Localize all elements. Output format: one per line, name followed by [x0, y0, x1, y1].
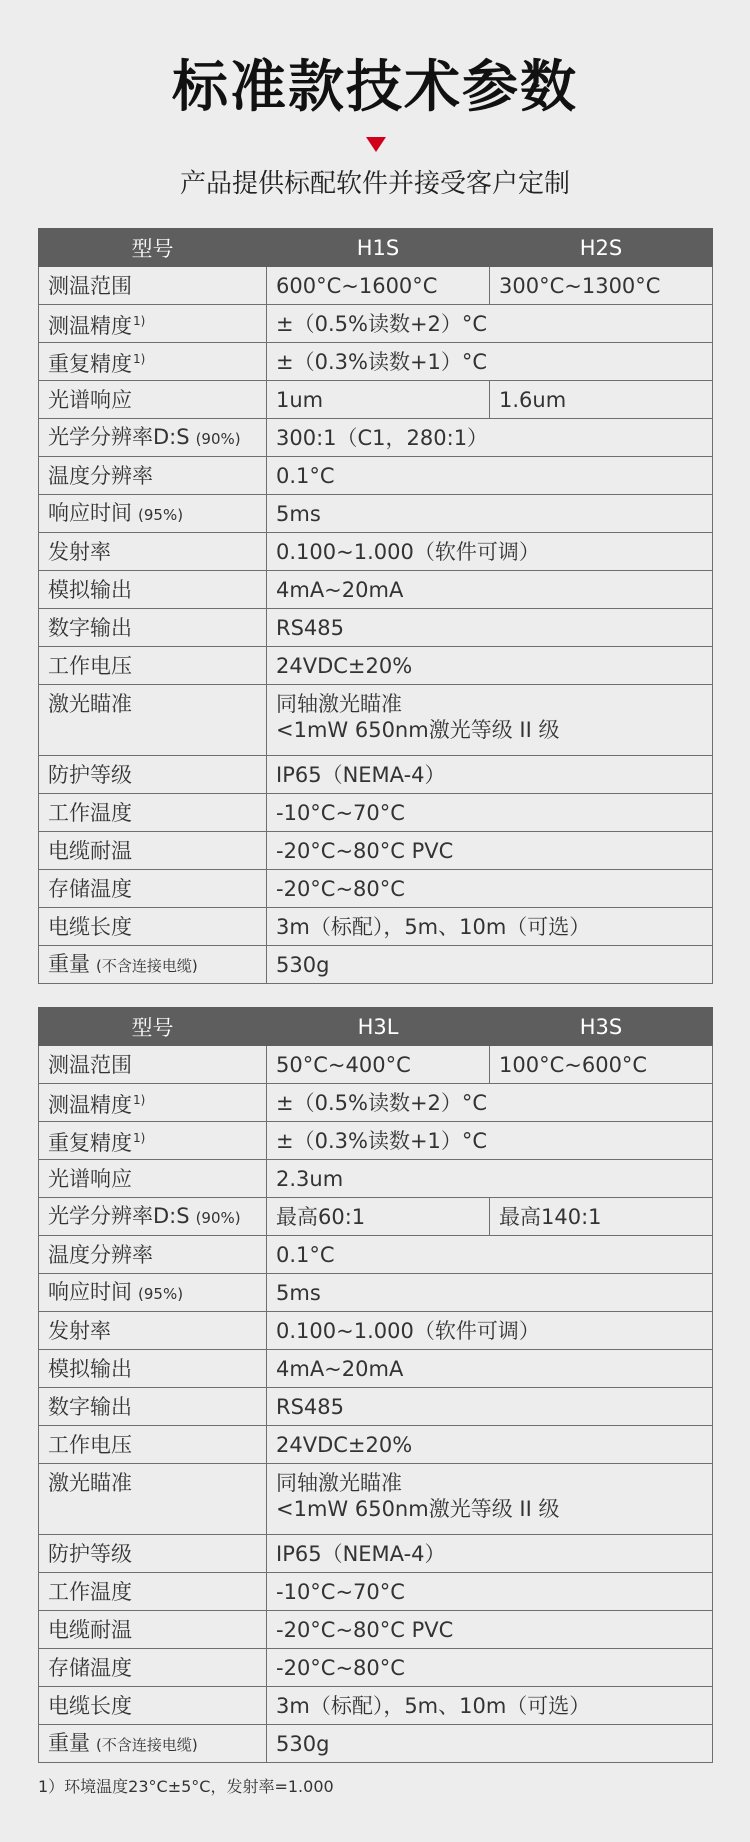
row-label: 响应时间 (95%)	[39, 495, 267, 533]
footnote: 1）环境温度23°C±5°C，发射率=1.000	[38, 1777, 334, 1796]
cell-value: -20°C~80°C PVC	[267, 832, 713, 870]
row-label: 光学分辨率D:S (90%)	[39, 1198, 267, 1236]
row-label: 激光瞄准	[39, 685, 267, 756]
table-row	[39, 1464, 713, 1535]
row-label: 重量 (不含连接电缆)	[39, 946, 267, 984]
cell-value: 24VDC±20%	[267, 1426, 713, 1464]
row-label: 电缆长度	[39, 908, 267, 946]
row-label: 发射率	[39, 533, 267, 571]
row-label: 工作温度	[39, 794, 267, 832]
header-model-b: H2S	[490, 229, 713, 267]
table-row	[39, 495, 713, 533]
table-header-row	[39, 229, 713, 267]
header-model-label: 型号	[39, 1008, 267, 1046]
table-row	[39, 685, 713, 756]
cell-value: 最高60:1	[267, 1198, 490, 1236]
cell-value: ±（0.5%读数+2）°C	[267, 1084, 713, 1122]
header-model-a: H1S	[267, 229, 490, 267]
table-row	[39, 794, 713, 832]
table-row	[39, 609, 713, 647]
table-row	[39, 1725, 713, 1763]
row-label: 模拟输出	[39, 1350, 267, 1388]
cell-value: 3m（标配），5m、10m（可选）	[267, 908, 713, 946]
table-row	[39, 1535, 713, 1573]
cell-value: 0.100~1.000（软件可调）	[267, 1312, 713, 1350]
table-row	[39, 756, 713, 794]
cell-value: 2.3um	[267, 1160, 713, 1198]
cell-value: 1um	[267, 381, 490, 419]
down-triangle-icon	[366, 137, 386, 152]
row-label: 数字输出	[39, 609, 267, 647]
table-row	[39, 1573, 713, 1611]
cell-value: 530g	[267, 1725, 713, 1763]
footnote-marker: 1)	[133, 1131, 146, 1145]
table-row	[39, 571, 713, 609]
cell-value: -10°C~70°C	[267, 1573, 713, 1611]
table-row	[39, 1611, 713, 1649]
cell-value: IP65（NEMA-4）	[267, 1535, 713, 1573]
table-row	[39, 1426, 713, 1464]
cell-value: 300°C~1300°C	[490, 267, 713, 305]
row-label: 电缆长度	[39, 1687, 267, 1725]
cell-value: -20°C~80°C	[267, 870, 713, 908]
cell-value: ±（0.5%读数+2）°C	[267, 305, 713, 343]
table-row	[39, 1388, 713, 1426]
cell-value: 24VDC±20%	[267, 647, 713, 685]
row-label: 模拟输出	[39, 571, 267, 609]
page-title: 标准款技术参数	[172, 55, 578, 120]
spec-table-h3l-h3s	[38, 1007, 713, 1763]
table-row	[39, 1687, 713, 1725]
row-label: 测温精度$^{1)}$	[39, 305, 267, 343]
row-label: 重复精度$^{1)}$	[39, 343, 267, 381]
table-row	[39, 1350, 713, 1388]
table-row	[39, 343, 713, 381]
cell-value: 同轴激光瞄准 <1mW 650nm激光等级 II 级	[267, 685, 713, 756]
table-row	[39, 305, 713, 343]
cell-value: 0.1°C	[267, 1236, 713, 1274]
table-row	[39, 1312, 713, 1350]
table-row	[39, 832, 713, 870]
row-label: 激光瞄准	[39, 1464, 267, 1535]
table-row	[39, 908, 713, 946]
table-header-row	[39, 1008, 713, 1046]
row-label: 温度分辨率	[39, 457, 267, 495]
cell-value: 最高140:1	[490, 1198, 713, 1236]
row-label: 发射率	[39, 1312, 267, 1350]
row-label: 重量 (不含连接电缆)	[39, 1725, 267, 1763]
cell-value: 5ms	[267, 495, 713, 533]
cell-value: IP65（NEMA-4）	[267, 756, 713, 794]
row-label: 存储温度	[39, 870, 267, 908]
header-model-b: H3S	[490, 1008, 713, 1046]
row-label: 光学分辨率D:S (90%)	[39, 419, 267, 457]
table-row	[39, 381, 713, 419]
table-row	[39, 1274, 713, 1312]
row-label: 工作温度	[39, 1573, 267, 1611]
row-label: 防护等级	[39, 1535, 267, 1573]
row-label: 测温范围	[39, 267, 267, 305]
table-row	[39, 1649, 713, 1687]
table-row	[39, 267, 713, 305]
cell-value: 4mA~20mA	[267, 571, 713, 609]
cell-value: RS485	[267, 1388, 713, 1426]
cell-value: ±（0.3%读数+1）°C	[267, 1122, 713, 1160]
cell-value: RS485	[267, 609, 713, 647]
header-model-label: 型号	[39, 229, 267, 267]
row-label: 测温精度$^{1)}$	[39, 1084, 267, 1122]
cell-value: ±（0.3%读数+1）°C	[267, 343, 713, 381]
cell-value: 100°C~600°C	[490, 1046, 713, 1084]
table-row	[39, 533, 713, 571]
row-label: 存储温度	[39, 1649, 267, 1687]
page-subtitle: 产品提供标配软件并接受客户定制	[179, 169, 570, 199]
footnote-marker: 1)	[133, 1093, 146, 1107]
row-label: 电缆耐温	[39, 1611, 267, 1649]
table-row	[39, 1046, 713, 1084]
row-label: 电缆耐温	[39, 832, 267, 870]
cell-value: 600°C~1600°C	[267, 267, 490, 305]
table-row	[39, 946, 713, 984]
cell-value: 1.6um	[490, 381, 713, 419]
spec-table-h1s-h2s	[38, 228, 713, 984]
footnote-marker: 1)	[133, 352, 146, 366]
row-label: 重复精度$^{1)}$	[39, 1122, 267, 1160]
cell-value: 530g	[267, 946, 713, 984]
table-row	[39, 647, 713, 685]
cell-value: 0.100~1.000（软件可调）	[267, 533, 713, 571]
table-row	[39, 1160, 713, 1198]
header-model-a: H3L	[267, 1008, 490, 1046]
cell-value: 300:1（C1，280:1）	[267, 419, 713, 457]
cell-value: 同轴激光瞄准 <1mW 650nm激光等级 II 级	[267, 1464, 713, 1535]
cell-value: 4mA~20mA	[267, 1350, 713, 1388]
row-label: 工作电压	[39, 1426, 267, 1464]
row-label: 温度分辨率	[39, 1236, 267, 1274]
row-label: 测温范围	[39, 1046, 267, 1084]
row-label: 工作电压	[39, 647, 267, 685]
table-row	[39, 870, 713, 908]
row-label: 响应时间 (95%)	[39, 1274, 267, 1312]
row-label: 光谱响应	[39, 381, 267, 419]
cell-value: -10°C~70°C	[267, 794, 713, 832]
row-label: 防护等级	[39, 756, 267, 794]
cell-value: -20°C~80°C	[267, 1649, 713, 1687]
cell-value: 5ms	[267, 1274, 713, 1312]
table-row	[39, 1198, 713, 1236]
table-row	[39, 1122, 713, 1160]
table-row	[39, 419, 713, 457]
cell-value: 50°C~400°C	[267, 1046, 490, 1084]
table-row	[39, 1084, 713, 1122]
row-label: 光谱响应	[39, 1160, 267, 1198]
cell-value: -20°C~80°C PVC	[267, 1611, 713, 1649]
table-row	[39, 1236, 713, 1274]
footnote-marker: 1)	[133, 314, 146, 328]
cell-value: 0.1°C	[267, 457, 713, 495]
cell-value: 3m（标配），5m、10m（可选）	[267, 1687, 713, 1725]
row-label: 数字输出	[39, 1388, 267, 1426]
table-row	[39, 457, 713, 495]
